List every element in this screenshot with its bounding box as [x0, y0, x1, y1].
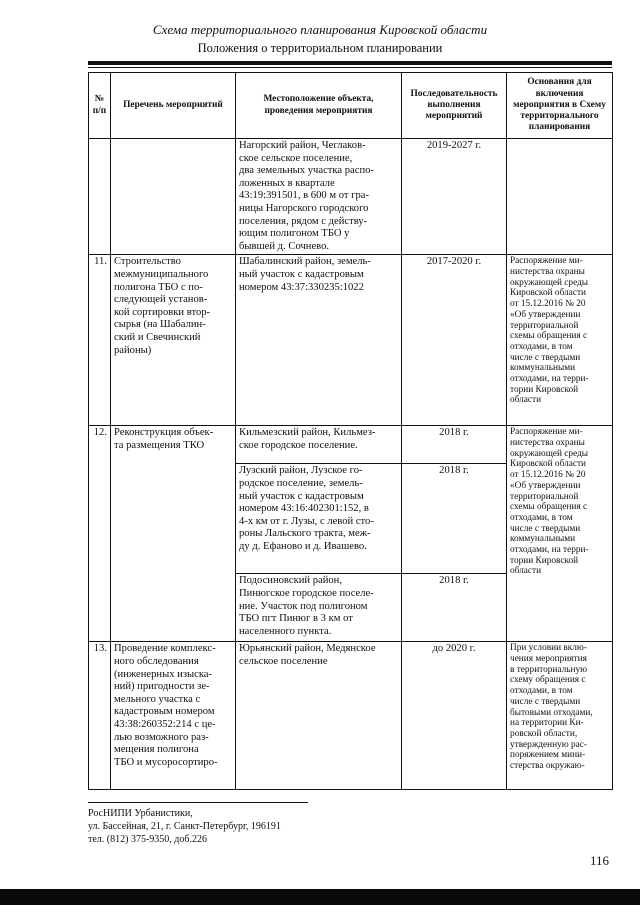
cell-text-line: сырья (на Шабалин-	[114, 319, 206, 331]
cell-text-line: отходами, в том	[510, 686, 573, 697]
event-cell	[111, 642, 236, 790]
table-row	[89, 642, 613, 790]
table-row	[89, 255, 613, 426]
event-cell	[111, 255, 236, 426]
cell-text-line: схему обращения с	[510, 675, 586, 686]
cell-text-line: районы)	[114, 344, 152, 356]
table-row	[89, 139, 613, 255]
cell-text-line: родское поселение, земель-	[239, 477, 363, 489]
cell-text-line: Пинюгское городское поселе-	[239, 587, 374, 599]
cell-text-line: Подосиновский район,	[239, 575, 342, 587]
cell-text-line: окружающей среды	[510, 448, 589, 459]
cell-text-line: бывшей д. Сочнево.	[239, 240, 330, 252]
footer-address: ул. Бассейная, 21, г. Санкт-Петербург, 196191	[88, 821, 281, 832]
cell-text-line: территориальной	[510, 491, 579, 502]
sequence-cell: 2018 г.	[402, 574, 507, 642]
cell-text-line: та размещения ТКО	[114, 439, 205, 451]
cell-text-line: стерства окружаю-	[510, 761, 585, 772]
cell-text-line: кадастровым номером	[114, 706, 215, 718]
header-rule-thin	[88, 67, 612, 68]
cell-text-line: «Об утверждении	[510, 309, 581, 320]
cell-text-line: в территориальную	[510, 664, 588, 675]
col-header-sequence: Последовательность выполнения мероприятий	[402, 73, 507, 139]
row-number: 12.	[89, 426, 111, 642]
cell-text-line: 43:38:260352:214 с це-	[114, 718, 216, 730]
cell-text-line: 4-х км от г. Лузы, с левой сто-	[239, 515, 374, 527]
cell-text-line: ТБО пгт Пинюг в 3 км от	[239, 613, 353, 625]
col-header-basis: Основания для включения мероприятия в Схему территориального планирования	[507, 73, 613, 139]
location-cell	[236, 464, 402, 574]
cell-text-line: ного обследования	[114, 655, 199, 667]
cell-text-line: Распоряжение ми-	[510, 427, 583, 438]
cell-text-line: бытовыми отходами,	[510, 707, 593, 718]
cell-text-line: населенного пункта.	[239, 625, 332, 637]
cell-text-line: ний) пригодности зе-	[114, 681, 210, 693]
footer-rule	[88, 802, 308, 803]
cell-text-line: окружающей среды	[510, 277, 589, 288]
sequence-cell: 2019-2027 г.	[402, 139, 507, 255]
cell-text-line: утвержденную рас-	[510, 739, 587, 750]
sequence-cell: 2018 г.	[402, 464, 507, 574]
cell-text-line: (инженерных изыска-	[114, 668, 213, 680]
sequence-cell: до 2020 г.	[402, 642, 507, 790]
cell-text-line: коммунальными	[510, 363, 576, 374]
cell-text-line: нистерства охраны	[510, 267, 585, 278]
col-header-location: Местоположение объекта, проведения мероприятия	[236, 73, 402, 139]
cell-text-line: Кировской области	[510, 459, 587, 470]
cell-text-line: «Об утверждении	[510, 480, 581, 491]
cell-text-line: номером 43:37:330235:1022	[239, 281, 364, 293]
cell-text-line: ющим полигоном ТБО у	[239, 228, 350, 240]
cell-text-line: на территории Ки-	[510, 718, 584, 729]
cell-text-line: коммунальными	[510, 534, 576, 545]
cell-text-line: ский и Свечинский	[114, 331, 201, 343]
cell-text-line: Реконструкция объек-	[114, 427, 214, 439]
cell-text-line: схемы обращения с	[510, 331, 588, 342]
cell-text-line: числе с твердыми	[510, 523, 581, 534]
cell-text-line: Нагорский район, Чеглаков-	[239, 140, 366, 151]
cell-text-line: межмуниципального	[114, 268, 209, 280]
cell-text-line: сельское поселение	[239, 655, 328, 667]
cell-text-line: ское сельское поселение,	[239, 152, 353, 164]
cell-text-line: роны Лальского тракта, меж-	[239, 528, 371, 540]
cell-text-line: территориальной	[510, 320, 579, 331]
cell-text-line: Проведение комплекс-	[114, 643, 216, 655]
cell-text-line: полигона ТБО с по-	[114, 281, 203, 293]
row-number: 13.	[89, 642, 111, 790]
cell-text-line: ское городское поселение.	[239, 439, 358, 451]
basis-cell	[507, 139, 613, 255]
cell-text-line: номером 43:16:402301:152, в	[239, 503, 369, 515]
cell-text-line: мещения полигона	[114, 744, 199, 756]
location-cell	[236, 255, 402, 426]
cell-text-line: Строительство	[114, 256, 181, 268]
location-cell	[236, 426, 402, 464]
cell-text-line: тории Кировской	[510, 384, 579, 395]
page-number: 116	[590, 853, 610, 868]
footer-phone: тел. (812) 375-9350, доб.226	[88, 834, 207, 845]
cell-text-line: тории Кировской	[510, 555, 579, 566]
col-header-event: Перечень мероприятий	[111, 73, 236, 139]
cell-text-line: два земельных участка распо-	[239, 165, 374, 177]
cell-text-line: ницы Нагорского городского	[239, 202, 369, 214]
cell-text-line: числе с твердыми	[510, 352, 581, 363]
location-cell	[236, 574, 402, 642]
cell-text-line: схемы обращения с	[510, 502, 588, 513]
cell-text-line: отходами, в том	[510, 512, 573, 523]
cell-text-line: чения мероприятия	[510, 654, 587, 665]
row-number: 11.	[89, 255, 111, 426]
cell-text-line: области	[510, 395, 542, 406]
location-cell	[236, 139, 402, 255]
cell-text-line: Лузский район, Лузское го-	[239, 465, 363, 477]
scan-bottom-bar	[0, 889, 640, 905]
cell-text-line: ду д. Ефаново и д. Ивашево.	[239, 540, 367, 552]
cell-text-line: Кильмезский район, Кильмез-	[239, 427, 376, 439]
table-row	[89, 426, 613, 464]
footer-contacts	[88, 807, 281, 846]
cell-text-line: ТБО и мусоросортиро-	[114, 756, 218, 768]
location-cell	[236, 642, 402, 790]
cell-text-line: Шабалинский район, земель-	[239, 256, 371, 268]
header-rule-thick	[88, 61, 612, 65]
cell-text-line: мельного участка с	[114, 693, 201, 705]
cell-text-line: от 15.12.2016 № 20	[510, 470, 586, 481]
cell-text-line: кой сортировки втор-	[114, 306, 211, 318]
sequence-cell: 2018 г.	[402, 426, 507, 464]
col-header-number: № п/п	[89, 73, 111, 139]
cell-text-line: области	[510, 566, 542, 577]
cell-text-line: лью возможного раз-	[114, 731, 209, 743]
row-number	[89, 139, 111, 255]
cell-text-line: от 15.12.2016 № 20	[510, 299, 586, 310]
document-title: Схема территориального планирования Кировской области	[152, 22, 488, 37]
cell-text-line: числе с твердыми	[510, 696, 581, 707]
footer-org: РосНИПИ Урбанистики,	[88, 808, 193, 819]
cell-text-line: ровской области,	[510, 728, 578, 739]
basis-cell	[507, 426, 613, 642]
event-cell	[111, 139, 236, 255]
basis-cell	[507, 642, 613, 790]
cell-text-line: отходами, на терри-	[510, 545, 589, 556]
cell-text-line: поселения, рядом с действу-	[239, 215, 368, 227]
cell-text-line: Юрьянский район, Медянское	[239, 643, 376, 655]
cell-text-line: 43:19:391501, в 600 м от гра-	[239, 190, 370, 202]
cell-text-line: отходами, на терри-	[510, 374, 589, 385]
cell-text-line: ние. Участок под полигоном	[239, 600, 368, 612]
sequence-cell: 2017-2020 г.	[402, 255, 507, 426]
cell-text-line: ный участок с кадастровым	[239, 268, 364, 280]
cell-text-line: ный участок с кадастровым	[239, 490, 364, 502]
cell-text-line: Кировской области	[510, 288, 587, 299]
cell-text-line: При условии вклю-	[510, 643, 587, 654]
cell-text-line: отходами, в том	[510, 341, 573, 352]
event-cell	[111, 426, 236, 642]
measures-table	[88, 72, 613, 790]
cell-text-line: поряжением мини-	[510, 750, 586, 761]
cell-text-line: Распоряжение ми-	[510, 256, 583, 267]
table-header-row	[89, 73, 613, 139]
basis-cell	[507, 255, 613, 426]
cell-text-line: ложенных в квартале	[239, 177, 335, 189]
cell-text-line: следующей установ-	[114, 294, 208, 306]
document-subtitle: Положения о территориальном планировании	[197, 41, 443, 55]
cell-text-line: нистерства охраны	[510, 438, 585, 449]
